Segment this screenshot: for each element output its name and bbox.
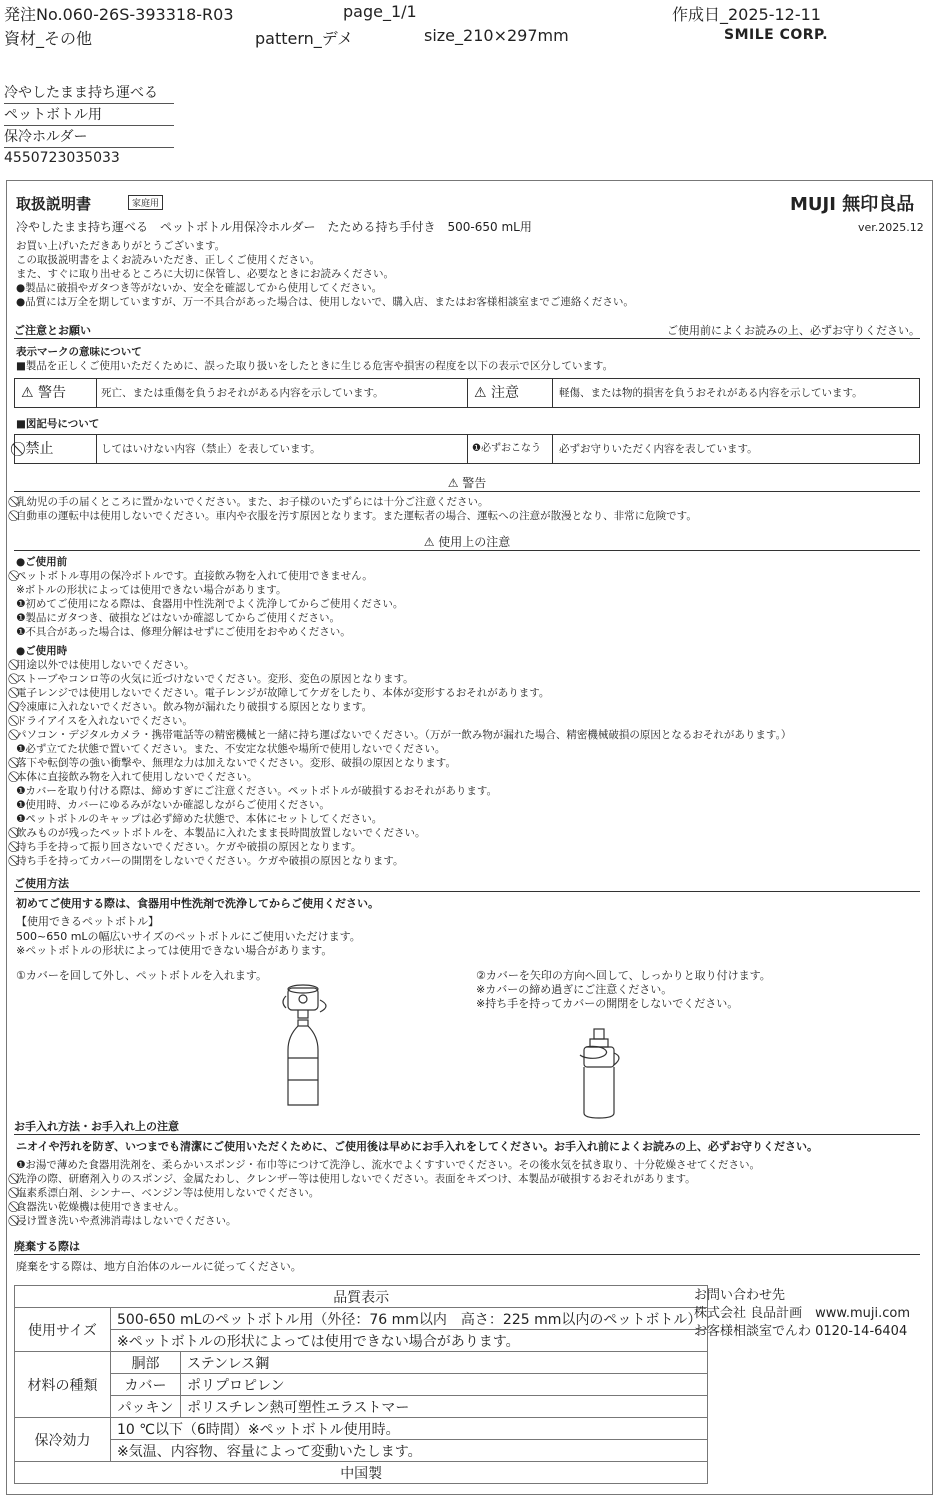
- label-line-3: 保冷ホルダー: [4, 128, 174, 148]
- intro-text: お買い上げいただきありがとうございます。 この取扱説明書をよくお読みいただき、正しくご使用ください。 また、すぐに取り出せるところに大切に保管し、必要なときにお読みください。 ●製品に破損やガタつき等がないか、安全を確認してから使用してください。 ●品質には万全を期していますが、万一不具合があった場合は、使用しないで、購入店、またはお客様相談室までご連絡ください。: [16, 240, 634, 308]
- disposal-text: 廃棄をする際は、地方自治体のルールに従ってください。: [16, 1260, 302, 1273]
- before-use-list: ●ご使用前 ⃠ペットボトル専用の保冷ボトルです。直接飲み物を入れて使用できません。 ※ボトルの形状によっては使用できない場合があります。 ❶初めてご使用になる際は、食器用中性洗剤でよく洗浄してからご使用ください。 ❶製品にガタつき、破損などはないか確認してからご使用ください。 ❶不具合があった場合は、修理分解はせずにご使用をおやめください。: [16, 556, 404, 638]
- list-item: ⃠ドライアイスを入れないでください。: [16, 715, 193, 727]
- care-list: [16, 1158, 760, 1228]
- hazard-legend: ⚠ 警告 死亡、または重傷を負うおそれがある内容を示しています。 ⚠ 注意 軽傷、または物的損害を負うおそれがある内容を示しています。: [14, 378, 920, 408]
- disposal-header: 廃棄する際は: [14, 1238, 920, 1255]
- warning-icon: ⚠: [447, 476, 459, 490]
- list-item: ❶必ず立てた状態で置いてください。また、不安定な状態や場所で使用しないでください。: [16, 743, 446, 755]
- during-use-list: ●ご使用時 ⃠用途以外では使用しないでください。 ⃠ストーブやコンロ等の火気に近づけないでください。変形、変色の原因となります。 ⃠電子レンジでは使用しないでください。電子レンジが故障してケガをしたり、本体が変形するおそれがあります。 ⃠冷凍庫に入れないでください。飲み物が漏れたり破損する原因となります。 ⃠ドライアイスを入れないでください。 ⃠パソコン・デジタルカメラ・携帯電話等の精密機械と一緒に持ち運ばないでください。（万が一飲み物が漏れた場合、精密機械破損の原因となるおそれがあります。） ❶必ず立てた状態で置いてください。また、不安定な状態や場所で使用しないでください。 ⃠落下や転倒等の強い衝撃や、無理な力は加えないでください。変形、破損の原因となります。 ⃠本体に直接飲み物を入れて使用しないでください。 ❶カバーを取り付ける際は、締めすぎにご注意ください。ペットボトルが破損するおそれがあります。 ❶使用時、カバーにゆるみがないか確認しながらご使用ください。 ❶ペットボトルのキャップは必ず締めた状態で、本体にセットしてください。 ⃠飲みものが残ったペットボトルを、本製品に入れたまま長時間放置しないでください。 ⃠持ち手を持って振り回さないでください。ケガや破損の原因となります。 ⃠持ち手を持ってカバーの開閉をしないでください。ケガや破損の原因となります。: [16, 645, 792, 867]
- list-item: ⃠塩素系漂白剤、シンナー、ベンジン等は使用しないでください。: [16, 1187, 320, 1199]
- care-lead: ニオイや汚れを防ぎ、いつまでも清潔にご使用いただくために、ご使用後は早めにお手入れをしてください。お手入れ前によくお読みの上、必ずお守りください。: [16, 1140, 819, 1153]
- list-item: ❶お湯で薄めた食器用洗剤を、柔らかいスポンジ・布巾等につけて洗浄し、流水でよくすすいでください。その後水気を拭き取り、十分乾燥させてください。: [16, 1159, 761, 1171]
- list-item: ❶不具合があった場合は、修理分解はせずにご使用をおやめください。: [16, 626, 351, 638]
- list-item: ※ボトルの形状によっては使用できない場合があります。: [16, 584, 287, 596]
- warning-section-header: ⚠ 警告: [14, 474, 920, 492]
- list-item: ⃠用途以外では使用しないでください。: [16, 659, 195, 671]
- list-item: ⃠落下や転倒等の強い衝撃や、無理な力は加えないでください。変形、破損の原因となります。: [16, 757, 456, 769]
- list-item: ❶製品にガタつき、破損などはないか確認してからご使用ください。: [16, 612, 340, 624]
- list-item: ❶カバーを取り付ける際は、締めすぎにご注意ください。ペットボトルが破損するおそれがあります。: [16, 785, 498, 797]
- list-item: ⃠浸け置き洗いや煮沸消毒はしないでください。: [16, 1215, 237, 1227]
- brand-logo: MUJI 無印良品: [790, 194, 915, 215]
- household-badge: 家庭用: [128, 195, 163, 210]
- mandatory-icon: ❶: [472, 443, 481, 454]
- list-item: ⃠食器洗い乾燥機は使用できません。: [16, 1201, 185, 1213]
- marks-description: ■製品を正しくご使用いただくために、誤った取り扱いをしたときに生じる危害や損害の程度を以下の表示で区分しています。: [16, 360, 614, 372]
- list-item: ❶使用時、カバーにゆるみがないか確認しながらご使用ください。: [16, 799, 330, 811]
- symbol-legend: 禁止 してはいけない内容（禁止）を表しています。 ❶必ずおこなう 必ずお守りいただく内容を表しています。: [14, 434, 920, 464]
- care-header: お手入れ方法・お手入れ上の注意: [14, 1118, 920, 1135]
- warning-icon: ⚠: [21, 385, 34, 401]
- jan-code: 4550723035033: [4, 150, 120, 166]
- quality-table: 品質表示 使用サイズ 500-650 mLのペットボトル用（外径：76 mm以内 高さ：225 mm以内のペットボトル） ※ペットボトルの形状によっては使用できない場合があります。 材料の種類 胴部 ステンレス鋼 カバー ポリプロピレン パッキン ポリスチレン熱可塑性エラストマー 保冷効力 10 ℃以下（6時間）※ペットボトル使用時。 ※気温、内容物、容量によって変動いたします。 中国製: [14, 1285, 708, 1484]
- list-item: ⃠洗浄の際、研磨剤入りのスポンジ、金属たわし、クレンザー等は使用しないでください。表面をキズつけ、本製品が破損するおそれがあります。: [16, 1173, 696, 1185]
- list-item: ⃠飲みものが残ったペットボトルを、本製品に入れたまま長時間放置しないでください。: [16, 827, 426, 839]
- caution-section-header: ご注意とお願い ご使用前によくお読みの上、必ずお守りください。: [14, 324, 920, 337]
- label-line-2: ペットボトル用: [4, 106, 174, 126]
- material-type: 資材_その他: [4, 29, 93, 48]
- illustration-attach-cover: [560, 1025, 640, 1120]
- list-item: ⃠パソコン・デジタルカメラ・携帯電話等の精密機械と一緒に持ち運ばないでください。（万が一飲み物が漏れた場合、精密機械破損の原因となるおそれがあります。）: [16, 729, 792, 741]
- howto-header: ご使用方法: [14, 875, 920, 892]
- version: ver.2025.12: [858, 221, 924, 234]
- list-item: ⃠乳幼児の手の届くところに置かないでください。また、お子様のいたずらには十分ご注意ください。: [16, 496, 489, 508]
- howto-first: 初めてご使用する際は、食器用中性洗剤で洗浄してからご使用ください。: [16, 897, 379, 910]
- created-date: 作成日_2025-12-11: [672, 5, 821, 24]
- warning-list: [16, 495, 697, 523]
- list-item: ⃠本体に直接飲み物を入れて使用しないでください。: [16, 771, 258, 783]
- product-name: 冷やしたまま持ち運べる ペットボトル用保冷ホルダー たためる持ち手付き 500-650 mL用: [16, 220, 532, 234]
- marks-heading: 表示マークの意味について: [16, 346, 142, 358]
- list-item: ⃠冷凍庫に入れないでください。飲み物が漏れたり破損する原因となります。: [16, 701, 373, 713]
- symbols-heading: ■図記号について: [16, 418, 100, 430]
- caution-icon: ⚠: [423, 535, 435, 549]
- paper-size: size_210×297mm: [424, 26, 569, 45]
- illustration-remove-cover: [270, 980, 360, 1115]
- label-line-1: 冷やしたまま持ち運べる: [4, 84, 174, 104]
- list-item: ❶初めてご使用になる際は、食器用中性洗剤でよく洗浄してからご使用ください。: [16, 598, 404, 610]
- list-item: ⃠自動車の運転中は使用しないでください。車内や衣服を汚す原因となります。また運転者の場合、運転への注意が散漫となり、非常に危険です。: [16, 510, 697, 522]
- pattern: pattern_デメ: [255, 29, 354, 48]
- company-logo: SMILE CORP.: [724, 27, 829, 43]
- list-item: ⃠持ち手を持ってカバーの開閉をしないでください。ケガや破損の原因となります。: [16, 855, 404, 867]
- list-item: ⃠ストーブやコンロ等の火気に近づけないでください。変形、変色の原因となります。: [16, 673, 414, 685]
- doc-title: 取扱説明書: [16, 195, 92, 213]
- step-2: ②カバーを矢印の方向へ回して、しっかりと取り付けます。 ※カバーの締め過ぎにご注意ください。 ※持ち手を持ってカバーの開閉をしないでください。: [476, 969, 771, 1010]
- usable-lines: 500~650 mLの幅広いサイズのペットボトルにご使用いただけます。 ※ペットボトルの形状によっては使用できない場合があります。: [16, 930, 361, 957]
- usage-section-header: ⚠ 使用上の注意: [14, 533, 920, 551]
- order-number: 発注No.060-26S-393318-R03: [4, 5, 234, 24]
- caution-icon: ⚠: [474, 385, 487, 401]
- list-item: ⃠持ち手を持って振り回さないでください。ケガや破損の原因となります。: [16, 841, 362, 853]
- step-1: ①カバーを回して外し、ペットボトルを入れます。: [16, 969, 267, 982]
- list-item: ❶ペットボトルのキャップは必ず締めた状態で、本体にセットしてください。: [16, 813, 383, 825]
- usable-heading: 【使用できるペットボトル】: [16, 915, 159, 928]
- contact-info: お問い合わせ先 株式会社 良品計画 www.muji.com お客様相談室でんわ 0120-14-6404: [694, 1288, 910, 1339]
- list-item: ⃠ペットボトル専用の保冷ボトルです。直接飲み物を入れて使用できません。: [16, 570, 373, 582]
- page-number: page_1/1: [343, 2, 417, 21]
- list-item: ⃠電子レンジでは使用しないでください。電子レンジが故障してケガをしたり、本体が変形するおそれがあります。: [16, 687, 550, 699]
